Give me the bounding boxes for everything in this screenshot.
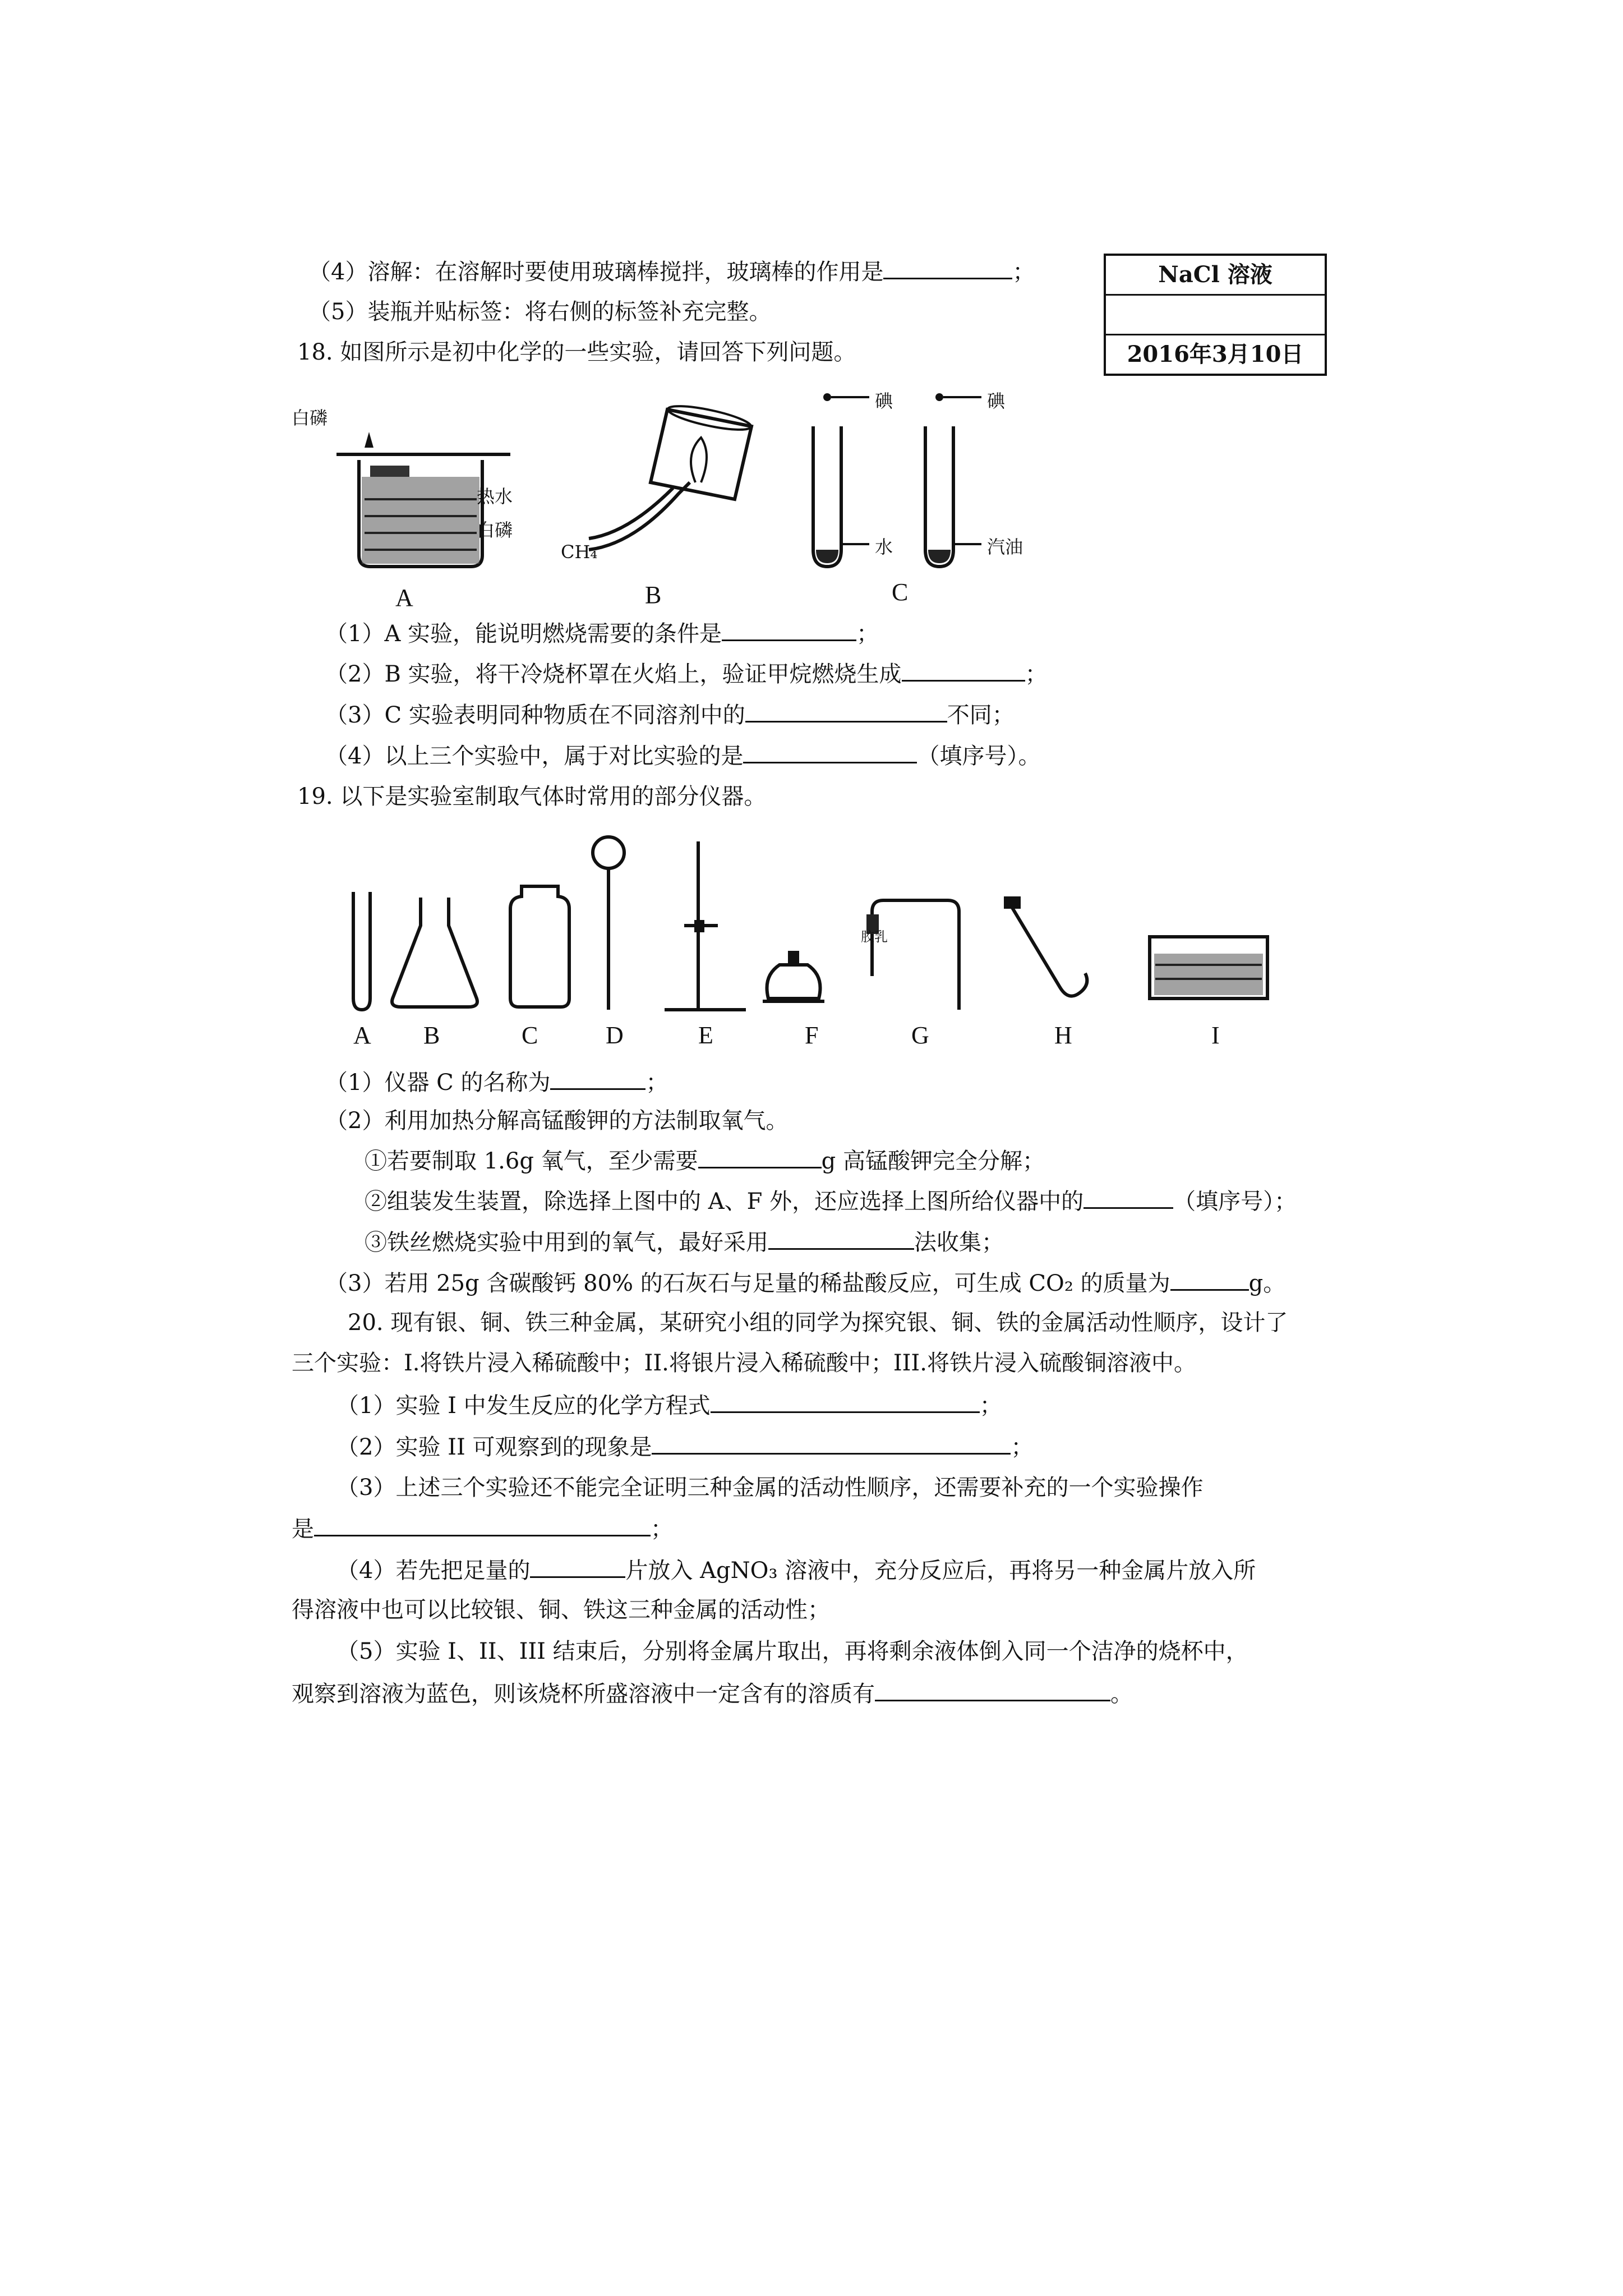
q20-part1-blank[interactable] bbox=[711, 1389, 980, 1413]
nacl-label-box bbox=[1104, 254, 1327, 376]
q17-part4-end: ； bbox=[1012, 259, 1035, 285]
label-water: 水 bbox=[875, 536, 893, 558]
apparatus-label-f: F bbox=[805, 1022, 819, 1049]
q19-part2a-end: g 高锰酸钾完全分解； bbox=[821, 1148, 1045, 1174]
apparatus-label-e: E bbox=[698, 1022, 713, 1049]
q20-part3b-text: 是 bbox=[292, 1516, 314, 1542]
q18-part1-text: （1）A 实验，能说明燃烧需要的条件是 bbox=[325, 621, 722, 647]
q20-part1-text: （1）实验 I 中发生反应的化学方程式 bbox=[336, 1393, 711, 1419]
q19-part2c bbox=[365, 1226, 1004, 1258]
q19-part1-text: （1）仪器 C 的名称为 bbox=[325, 1070, 551, 1096]
label-hot-water: 热水 bbox=[477, 486, 513, 507]
apparatus-label-b: B bbox=[423, 1022, 440, 1049]
q17-part4-text: （4）溶解：在溶解时要使用玻璃棒搅拌，玻璃棒的作用是 bbox=[308, 259, 884, 285]
q19-part2c-text: ③铁丝燃烧实验中用到的氧气，最好采用 bbox=[365, 1230, 768, 1255]
apparatus-label-c: C bbox=[522, 1022, 538, 1049]
q18-part4-blank[interactable] bbox=[743, 739, 917, 763]
figure-label-c: C bbox=[892, 578, 909, 606]
q20-part3b-end: ； bbox=[651, 1516, 673, 1542]
q18-part4-text: （4）以上三个实验中，属于对比实验的是 bbox=[325, 743, 744, 769]
q19-part2b-blank[interactable] bbox=[1083, 1185, 1173, 1209]
q20-part5b-text: 观察到溶液为蓝色，则该烧杯所盛溶液中一定含有的溶质有 bbox=[292, 1681, 875, 1707]
q20-part5b-end: 。 bbox=[1110, 1681, 1133, 1707]
q19-part3-end: g。 bbox=[1248, 1271, 1286, 1296]
q20-part1-end: ； bbox=[979, 1393, 1002, 1419]
q19-part2: （2）利用加热分解高锰酸钾的方法制取氧气。 bbox=[325, 1108, 789, 1134]
apparatus-label-a: A bbox=[353, 1022, 371, 1049]
q20-part4-end: 片放入 AgNO₃ 溶液中，充分反应后，再将另一种金属片放入所 bbox=[625, 1558, 1256, 1584]
q19-part1-end: ； bbox=[645, 1070, 668, 1096]
figure-label-b: B bbox=[645, 581, 662, 609]
q20-intro-line2: 三个实验：I.将铁片浸入稀硫酸中；II.将银片浸入稀硫酸中；III.将铁片浸入硫酸铜溶液中。 bbox=[292, 1350, 1196, 1376]
apparatus-label-i: I bbox=[1211, 1022, 1220, 1049]
q20-intro-line1: 20. 现有银、铜、铁三种金属，某研究小组的同学为探究银、铜、铁的金属活动性顺序，设计了 bbox=[348, 1310, 1288, 1336]
q19-part1 bbox=[325, 1066, 668, 1098]
q20-part4-text: （4）若先把足量的 bbox=[336, 1558, 531, 1584]
label-rubber: 胶乳 bbox=[861, 929, 888, 945]
q19-apparatus-row bbox=[336, 830, 1324, 1021]
apparatus-label-d: D bbox=[606, 1022, 624, 1049]
apparatus-label-g: G bbox=[911, 1022, 929, 1049]
q18-part4-end: （填序号）。 bbox=[917, 743, 1041, 769]
q20-part2 bbox=[336, 1430, 1033, 1463]
q18-part3-end: 不同； bbox=[947, 702, 1015, 728]
q20-part3b bbox=[292, 1512, 673, 1545]
q18-part1 bbox=[325, 617, 879, 650]
q19-part2b-text: ②组装发生装置，除选择上图中的 A、F 外，还应选择上图所给仪器中的 bbox=[365, 1189, 1084, 1214]
q18-part2 bbox=[325, 657, 1048, 690]
q18-part1-blank[interactable] bbox=[722, 617, 856, 641]
q18-part4 bbox=[325, 739, 1040, 772]
q20-part4b: 得溶液中也可以比较银、铜、铁这三种金属的活动性； bbox=[292, 1597, 830, 1623]
q20-part3-blank[interactable] bbox=[314, 1512, 651, 1536]
q19-part2c-end: 法收集； bbox=[914, 1230, 1004, 1255]
q18-part3-text: （3）C 实验表明同种物质在不同溶剂中的 bbox=[325, 702, 745, 728]
q19-part2a-blank[interactable] bbox=[698, 1144, 822, 1168]
q19-part1-blank[interactable] bbox=[550, 1066, 645, 1090]
label-ch4: CH₄ bbox=[561, 541, 598, 563]
q19-part2a-text: ①若要制取 1.6g 氧气，至少需要 bbox=[365, 1148, 698, 1174]
apparatus-label-h: H bbox=[1054, 1022, 1072, 1049]
q20-part5b bbox=[292, 1677, 1133, 1710]
q18-part1-end: ； bbox=[856, 621, 879, 647]
q17-part5: （5）装瓶并贴标签：将右侧的标签补充完整。 bbox=[308, 299, 772, 325]
label-date: 2016年3月10日 bbox=[1127, 341, 1304, 367]
q17-part4-blank[interactable] bbox=[883, 255, 1012, 279]
q18-part2-text: （2）B 实验，将干冷烧杯罩在火焰上，验证甲烷燃烧生成 bbox=[325, 661, 902, 687]
q20-part2-text: （2）实验 II 可观察到的现象是 bbox=[336, 1434, 652, 1460]
figure-label-a: A bbox=[395, 584, 413, 611]
q19-part2b-end: （填序号）； bbox=[1173, 1189, 1297, 1214]
label-iodine-2: 碘 bbox=[987, 390, 1006, 412]
q20-part4-blank[interactable] bbox=[530, 1554, 625, 1578]
q19-part3 bbox=[325, 1267, 1285, 1299]
q19-part3-blank[interactable] bbox=[1170, 1267, 1249, 1291]
q20-part3: （3）上述三个实验还不能完全证明三种金属的活动性顺序，还需要补充的一个实验操作 bbox=[336, 1475, 1204, 1501]
q20-part2-blank[interactable] bbox=[652, 1430, 1011, 1455]
label-white-phosphorus-top: 白磷 bbox=[292, 407, 328, 429]
label-title: NaCl 溶液 bbox=[1106, 256, 1325, 296]
q19-part2c-blank[interactable] bbox=[768, 1226, 914, 1250]
q20-part4 bbox=[336, 1554, 1256, 1586]
q20-part5-blank[interactable] bbox=[875, 1677, 1110, 1701]
q19-part2a bbox=[365, 1144, 1045, 1177]
q18-part2-end: ； bbox=[1025, 661, 1048, 687]
q20-part1 bbox=[336, 1389, 1002, 1421]
q18-part3 bbox=[325, 698, 1015, 731]
label-white-phosphorus-bottom: 白磷 bbox=[477, 519, 513, 541]
label-gasoline: 汽油 bbox=[987, 536, 1023, 558]
q18-part3-blank[interactable] bbox=[745, 698, 947, 723]
q20-part2-end: ； bbox=[1011, 1434, 1034, 1460]
q19-title: 19. 以下是实验室制取气体时常用的部分仪器。 bbox=[297, 784, 767, 809]
q18-title: 18. 如图所示是初中化学的一些实验，请回答下列问题。 bbox=[297, 339, 856, 365]
label-iodine-1: 碘 bbox=[875, 390, 893, 412]
q18-part2-blank[interactable] bbox=[902, 657, 1025, 682]
q20-part5: （5）实验 I、II、III 结束后，分别将金属片取出，再将剩余液体倒入同一个洁净的烧杯中， bbox=[336, 1639, 1248, 1664]
q17-part4 bbox=[308, 255, 1035, 288]
q19-part3-text: （3）若用 25g 含碳酸钙 80% 的石灰石与足量的稀盐酸反应，可生成 CO₂ 的质量为 bbox=[325, 1271, 1170, 1296]
experiment-b-methane-beaker bbox=[566, 387, 791, 567]
label-blank-row[interactable] bbox=[1106, 296, 1325, 335]
q19-part2b bbox=[365, 1185, 1297, 1217]
